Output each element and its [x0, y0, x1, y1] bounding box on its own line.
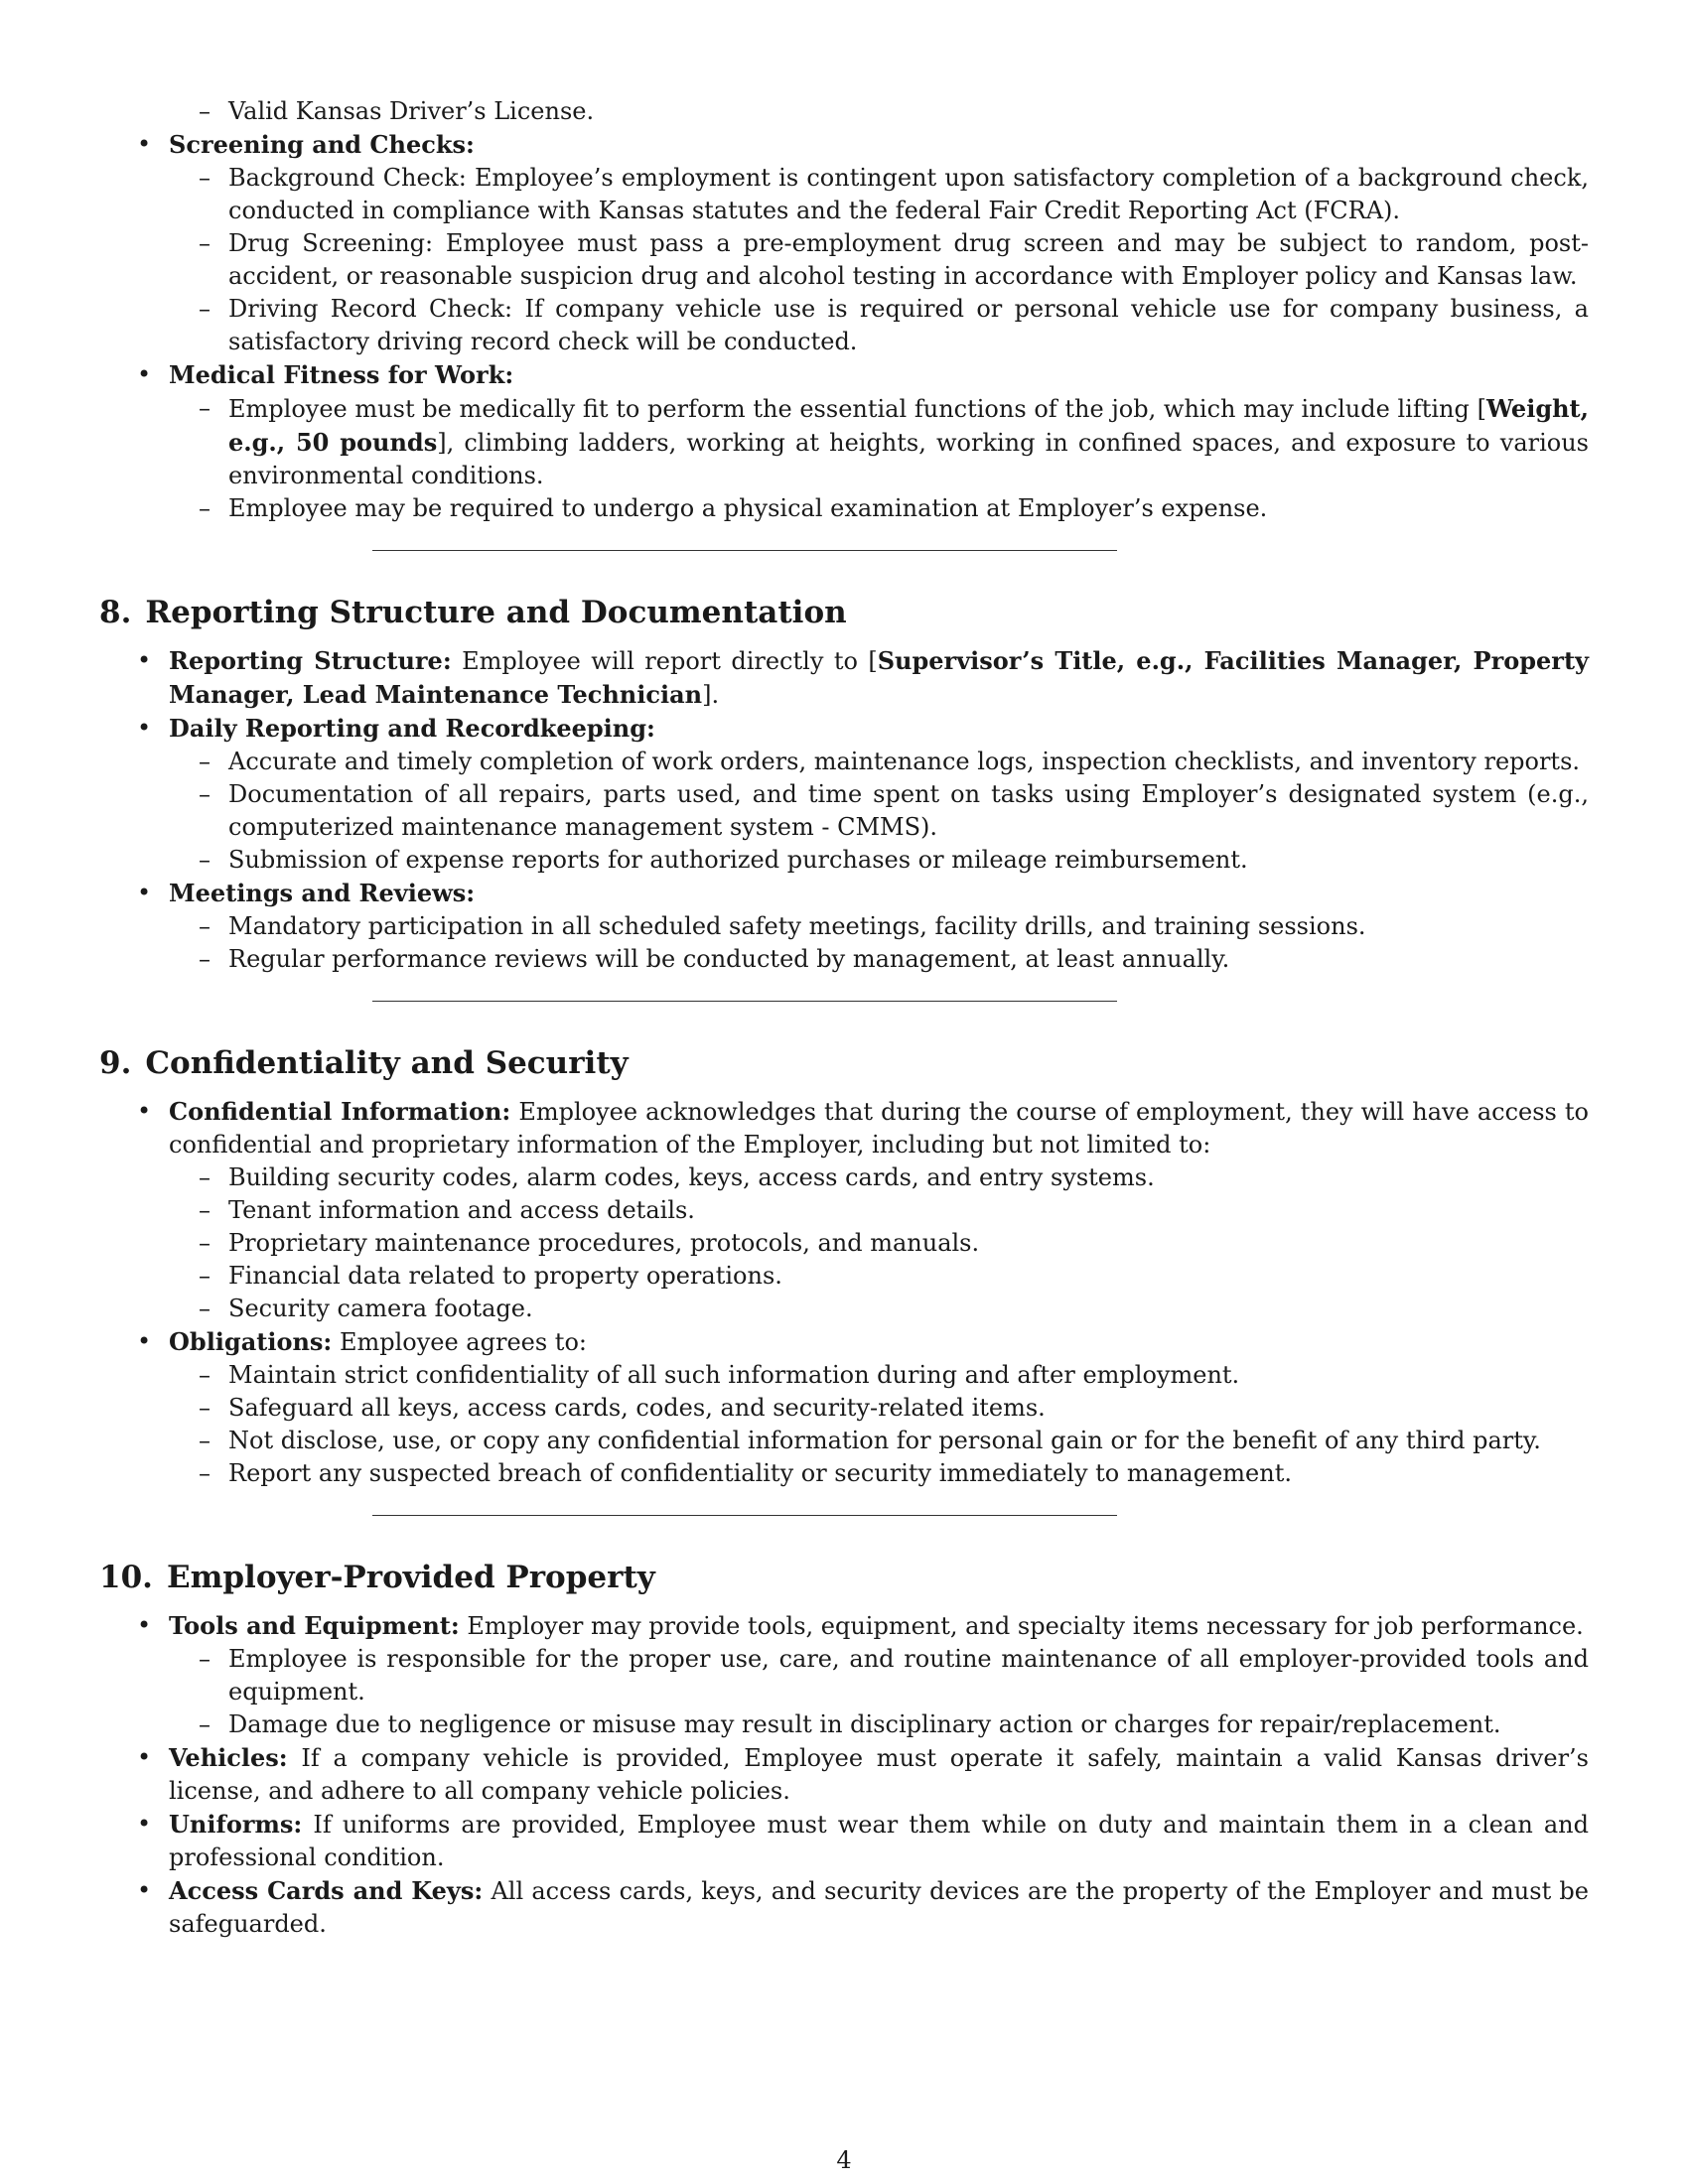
section-10-heading: 10. Employer-Provided Property	[99, 1560, 655, 1595]
confidential-info-sublist	[169, 1161, 1589, 1325]
list-item: – Background Check: Employee’s employment is contingent upon satisfactory completion of a background check, conducted in compliance with Kansas statutes and the federal Fair Credit Reporting Act (FCRA).	[169, 162, 1589, 227]
list-item: – Tenant information and access details.	[169, 1194, 1589, 1227]
section-divider	[372, 1001, 1117, 1002]
list-item: – Drug Screening: Employee must pass a pre-employment drug screen and may be subject to random, post-accident, or reasonable suspicion drug and alcohol testing in accordance with Employer policy and Kansas law.	[169, 227, 1589, 293]
confidential-info-item: • Confidential Information: Employee acknowledges that during the course of employment, they will have access to confidential and proprietary information of the Employer, including but not limited to: – Building security codes, alarm codes, keys, access cards, and entry systems. – Tenant information and access details. – Proprietary maintenance procedures, protocols, and manuals. – Financial data related to property operations. – Security camera footage.	[99, 1095, 1589, 1325]
list-item: – Valid Kansas Driver’s License.	[169, 95, 1589, 128]
list-item: – Driving Record Check: If company vehicle use is required or personal vehicle use for company business, a satisfactory driving record check will be conducted.	[169, 293, 1589, 358]
vehicles-item: • Vehicles: If a company vehicle is provided, Employee must operate it safely, maintain a valid Kansas driver’s license, and adhere to all company vehicle policies.	[99, 1741, 1589, 1808]
list-item: – Report any suspected breach of confidentiality or security immediately to management.	[169, 1457, 1589, 1490]
list-item: – Security camera footage.	[169, 1293, 1589, 1325]
screening-label: Screening and Checks:	[169, 130, 475, 159]
daily-reporting-sublist	[169, 746, 1589, 877]
list-item: – Financial data related to property operations.	[169, 1260, 1589, 1293]
medical-item	[99, 358, 1589, 525]
medical-sublist	[169, 392, 1589, 525]
section-8-list	[99, 644, 1589, 976]
tools-equipment-sublist	[169, 1643, 1589, 1741]
list-item: – Safeguard all keys, access cards, codes, and security-related items.	[169, 1392, 1589, 1425]
access-cards-item: • Access Cards and Keys: All access cards, keys, and security devices are the property of the Employer and must be safeguarded.	[99, 1874, 1589, 1941]
uniforms-item: • Uniforms: If uniforms are provided, Employee must wear them while on duty and maintain them in a clean and professional condition.	[99, 1808, 1589, 1874]
list-item: – Mandatory participation in all scheduled safety meetings, facility drills, and training sessions.	[169, 910, 1589, 943]
list-item: – Building security codes, alarm codes, keys, access cards, and entry systems.	[169, 1161, 1589, 1194]
page-number: 4	[836, 2146, 852, 2174]
list-item: – Maintain strict confidentiality of all such information during and after employment.	[169, 1359, 1589, 1392]
list-item: – Damage due to negligence or misuse may result in disciplinary action or charges for repair/replacement.	[169, 1708, 1589, 1741]
tools-equipment-item: • Tools and Equipment: Employer may provide tools, equipment, and specialty items necessary for job performance. – Employee is responsible for the proper use, care, and routine maintenance of all employer-provided tools and equipment. – Damage due to negligence or misuse may result in disciplinary action or charges for repair/replacement.	[99, 1609, 1589, 1741]
license-sublist	[99, 95, 1589, 128]
requirements-list	[99, 128, 1589, 525]
screening-sublist	[169, 162, 1589, 358]
section-9-list	[99, 1095, 1589, 1490]
list-item: – Regular performance reviews will be conducted by management, at least annually.	[169, 943, 1589, 976]
document-page	[99, 95, 1589, 1941]
section-8-heading: 8. Reporting Structure and Documentation	[99, 595, 847, 630]
daily-reporting-item: • Daily Reporting and Recordkeeping: – Accurate and timely completion of work orders, maintenance logs, inspection checklists, and inventory reports. – Documentation of all repairs, parts used, and time spent on tasks using Employer’s designated system (e.g., computerized maintenance management system - CMMS). – Submission of expense reports for authorized purchases or mileage reimbursement.	[99, 712, 1589, 877]
section-10-list	[99, 1609, 1589, 1941]
obligations-sublist	[169, 1359, 1589, 1490]
section-divider	[372, 550, 1117, 551]
reporting-structure-item: • Reporting Structure: Employee will report directly to [Supervisor’s Title, e.g., Facilities Manager, Property Manager, Lead Maintenance Technician].	[99, 644, 1589, 712]
list-item: – Accurate and timely completion of work orders, maintenance logs, inspection checklists, and inventory reports.	[169, 746, 1589, 778]
medical-label: Medical Fitness for Work:	[169, 360, 514, 389]
list-item: – Not disclose, use, or copy any confidential information for personal gain or for the benefit of any third party.	[169, 1425, 1589, 1457]
list-item: – Proprietary maintenance procedures, protocols, and manuals.	[169, 1227, 1589, 1260]
meetings-item: • Meetings and Reviews: – Mandatory participation in all scheduled safety meetings, facility drills, and training sessions. – Regular performance reviews will be conducted by management, at least annually.	[99, 877, 1589, 976]
list-item: – Employee may be required to undergo a physical examination at Employer’s expense.	[169, 492, 1589, 525]
section-9-heading: 9. Confidentiality and Security	[99, 1045, 629, 1081]
screening-item	[99, 128, 1589, 358]
list-item: – Documentation of all repairs, parts used, and time spent on tasks using Employer’s designated system (e.g., computerized maintenance management system - CMMS).	[169, 778, 1589, 844]
meetings-sublist	[169, 910, 1589, 976]
obligations-item: • Obligations: Employee agrees to: – Maintain strict confidentiality of all such information during and after employment. – Safeguard all keys, access cards, codes, and security-related items. – Not disclose, use, or copy any confidential information for personal gain or for the benefit of any third party. – Report any suspected breach of confidentiality or security immediately to management.	[99, 1325, 1589, 1490]
list-item: – Submission of expense reports for authorized purchases or mileage reimbursement.	[169, 844, 1589, 877]
list-item: – Employee is responsible for the proper use, care, and routine maintenance of all employer-provided tools and equipment.	[169, 1643, 1589, 1708]
list-item: – Employee must be medically fit to perform the essential functions of the job, which may include lifting [Weight, e.g., 50 pounds], climbing ladders, working at heights, working in confined spaces, and exposure to various environmental conditions.	[169, 392, 1589, 492]
section-divider	[372, 1515, 1117, 1516]
